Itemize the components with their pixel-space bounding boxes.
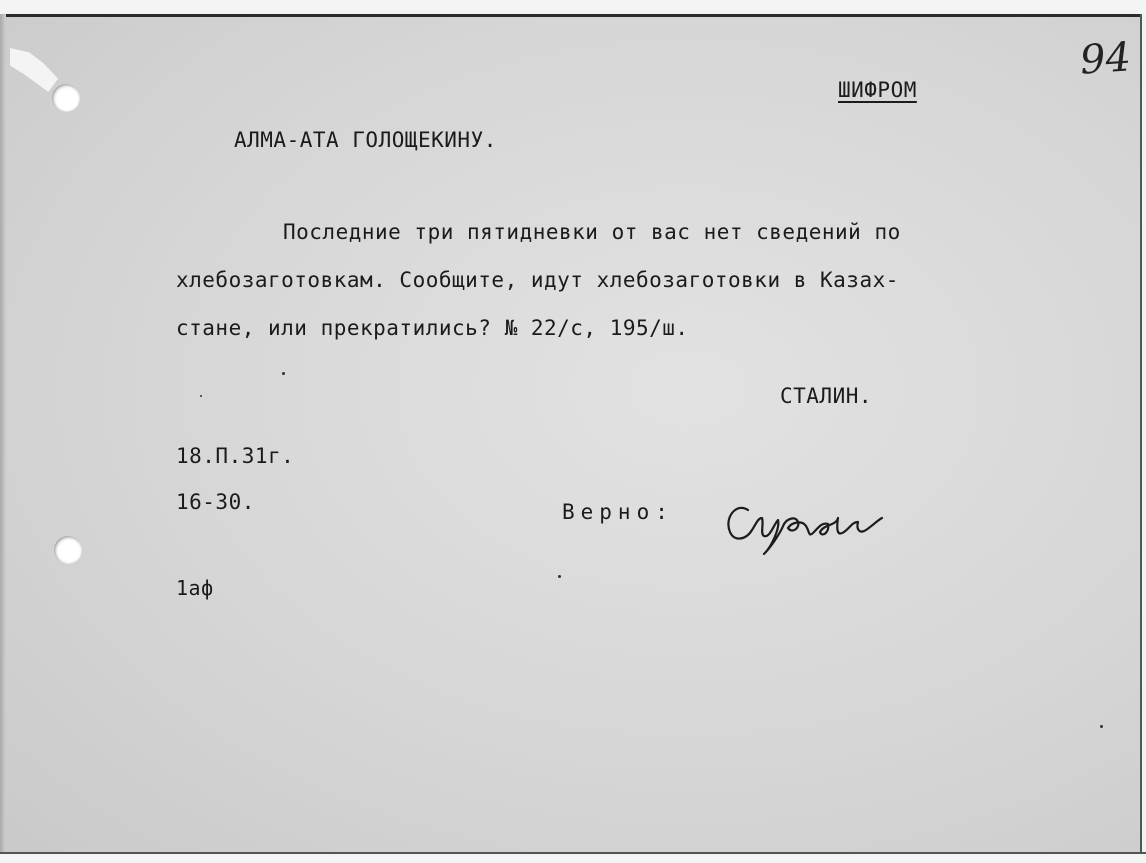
signatory-name: СТАЛИН. bbox=[780, 384, 873, 408]
date-line: 18.П.31г. bbox=[176, 444, 295, 468]
copy-code: 1аф bbox=[176, 576, 214, 600]
time-line: 16-30. bbox=[176, 490, 255, 514]
paper-speck bbox=[282, 372, 285, 375]
handwritten-page-number: 94 bbox=[1078, 34, 1133, 84]
scan-bottom-edge bbox=[0, 852, 1146, 863]
paper-speck bbox=[1100, 725, 1103, 728]
scan-left-edge bbox=[0, 14, 6, 863]
scan-right-edge bbox=[1140, 14, 1146, 854]
body-line-3: стане, или прекратились? № 22/с, 195/ш. bbox=[176, 316, 689, 340]
paper-speck bbox=[200, 395, 202, 397]
paper-speck bbox=[558, 575, 561, 578]
addressee-line: АЛМА-АТА ГОЛОЩЕКИНУ. bbox=[234, 128, 497, 152]
punch-hole-bottom bbox=[54, 536, 82, 564]
body-line-2: хлебозаготовкам. Сообщите, идут хлебозаготовки в Казах- bbox=[176, 268, 899, 292]
certifier-signature bbox=[718, 488, 884, 558]
cipher-mark: ШИФРОМ bbox=[838, 78, 917, 102]
certified-label: Верно: bbox=[562, 500, 674, 524]
torn-corner bbox=[10, 48, 58, 92]
punch-hole-top bbox=[52, 84, 80, 112]
scan-top-edge bbox=[0, 0, 1146, 17]
body-line-1: Последние три пятидневки от вас нет сведений по bbox=[283, 220, 901, 244]
